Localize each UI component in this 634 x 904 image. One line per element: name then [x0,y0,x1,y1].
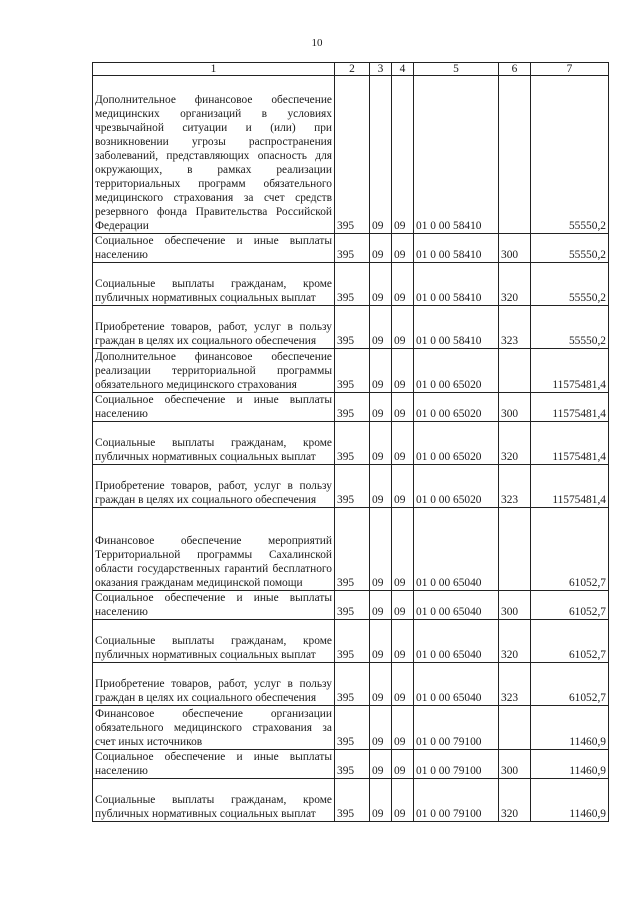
subsection-code-cell: 09 [392,663,414,706]
expense-type-cell: 300 [499,234,531,263]
target-article-cell: 01 0 00 65020 [414,349,499,393]
expense-type-cell: 320 [499,620,531,663]
row-name-cell: Социальное обеспечение и иные выплаты населению [93,234,335,263]
amount-cell: 11575481,4 [531,393,609,422]
amount-cell: 55550,2 [531,234,609,263]
expense-type-cell: 300 [499,393,531,422]
target-article-cell: 01 0 00 65040 [414,508,499,591]
column-header-expense-type: 6 [499,63,531,76]
row-name-cell: Социальное обеспечение и иные выплаты населению [93,750,335,779]
ministry-code-cell: 395 [335,393,370,422]
target-article-cell: 01 0 00 58410 [414,76,499,234]
ministry-code-cell: 395 [335,422,370,465]
budget-table [92,62,609,822]
column-header-target-article: 5 [414,63,499,76]
row-name-cell: Социальные выплаты гражданам, кроме публичных нормативных социальных выплат [93,779,335,822]
target-article-cell: 01 0 00 65020 [414,393,499,422]
column-header-subsection: 4 [392,63,414,76]
amount-cell: 11460,9 [531,706,609,750]
table-row [93,706,609,750]
amount-cell: 55550,2 [531,263,609,306]
expense-type-cell: 323 [499,465,531,508]
subsection-code-cell: 09 [392,306,414,349]
ministry-code-cell: 395 [335,306,370,349]
target-article-cell: 01 0 00 65040 [414,663,499,706]
expense-type-cell: 320 [499,263,531,306]
table-row [93,779,609,822]
amount-cell: 55550,2 [531,76,609,234]
table-row [93,263,609,306]
expense-type-cell: 320 [499,779,531,822]
subsection-code-cell: 09 [392,422,414,465]
table-row [93,76,609,234]
ministry-code-cell: 395 [335,76,370,234]
table-row [93,349,609,393]
ministry-code-cell: 395 [335,349,370,393]
section-code-cell: 09 [370,234,392,263]
amount-cell: 11575481,4 [531,349,609,393]
subsection-code-cell: 09 [392,234,414,263]
section-code-cell: 09 [370,263,392,306]
ministry-code-cell: 395 [335,234,370,263]
row-name-cell: Социальные выплаты гражданам, кроме публичных нормативных социальных выплат [93,263,335,306]
ministry-code-cell: 395 [335,779,370,822]
subsection-code-cell: 09 [392,76,414,234]
column-header-name: 1 [93,63,335,76]
subsection-code-cell: 09 [392,349,414,393]
subsection-code-cell: 09 [392,508,414,591]
table-row [93,422,609,465]
page-number: 10 [311,37,323,49]
section-code-cell: 09 [370,663,392,706]
row-name-cell: Социальное обеспечение и иные выплаты населению [93,393,335,422]
expense-type-cell [499,508,531,591]
target-article-cell: 01 0 00 58410 [414,306,499,349]
row-name-cell: Социальное обеспечение и иные выплаты населению [93,591,335,620]
section-code-cell: 09 [370,393,392,422]
target-article-cell: 01 0 00 79100 [414,706,499,750]
column-header-ministry: 2 [335,63,370,76]
table-row [93,465,609,508]
expense-type-cell: 300 [499,591,531,620]
table-row [93,591,609,620]
row-name-cell: Финансовое обеспечение организации обязательного медицинского страхования за счет иных источников [93,706,335,750]
subsection-code-cell: 09 [392,393,414,422]
column-header-amount: 7 [531,63,609,76]
expense-type-cell: 323 [499,663,531,706]
ministry-code-cell: 395 [335,620,370,663]
expense-type-cell [499,706,531,750]
expense-type-cell [499,349,531,393]
ministry-code-cell: 395 [335,508,370,591]
subsection-code-cell: 09 [392,620,414,663]
amount-cell: 11575481,4 [531,422,609,465]
row-name-cell: Социальные выплаты гражданам, кроме публичных нормативных социальных выплат [93,422,335,465]
section-code-cell: 09 [370,779,392,822]
section-code-cell: 09 [370,306,392,349]
amount-cell: 11460,9 [531,779,609,822]
amount-cell: 11460,9 [531,750,609,779]
target-article-cell: 01 0 00 65020 [414,422,499,465]
target-article-cell: 01 0 00 58410 [414,263,499,306]
section-code-cell: 09 [370,76,392,234]
section-code-cell: 09 [370,422,392,465]
target-article-cell: 01 0 00 79100 [414,750,499,779]
target-article-cell: 01 0 00 65040 [414,591,499,620]
ministry-code-cell: 395 [335,591,370,620]
subsection-code-cell: 09 [392,263,414,306]
amount-cell: 61052,7 [531,591,609,620]
column-header-section: 3 [370,63,392,76]
expense-type-cell: 323 [499,306,531,349]
section-code-cell: 09 [370,750,392,779]
row-name-cell: Социальные выплаты гражданам, кроме публичных нормативных социальных выплат [93,620,335,663]
row-name-cell: Приобретение товаров, работ, услуг в пользу граждан в целях их социального обеспечения [93,465,335,508]
target-article-cell: 01 0 00 58410 [414,234,499,263]
ministry-code-cell: 395 [335,750,370,779]
section-code-cell: 09 [370,706,392,750]
ministry-code-cell: 395 [335,663,370,706]
expense-type-cell: 320 [499,422,531,465]
expense-type-cell: 300 [499,750,531,779]
amount-cell: 61052,7 [531,508,609,591]
section-code-cell: 09 [370,620,392,663]
table-row [93,663,609,706]
row-name-cell: Приобретение товаров, работ, услуг в пользу граждан в целях их социального обеспечения [93,306,335,349]
table-header-row [93,63,609,76]
amount-cell: 55550,2 [531,306,609,349]
table-row [93,508,609,591]
table-row [93,234,609,263]
section-code-cell: 09 [370,591,392,620]
row-name-cell: Дополнительное финансовое обеспечение медицинских организаций в условиях чрезвычайной ситуации и (или) при возникновении угрозы распространения заболеваний, представляющих опасность для окружающих, в рамках реализации территориальных программ обязательного медицинского страхования за счет средств резервного фонда Правительства Российской Федерации [93,76,335,234]
row-name-cell: Финансовое обеспечение мероприятий Территориальной программы Сахалинской области государственных гарантий бесплатного оказания гражданам медицинской помощи [93,508,335,591]
ministry-code-cell: 395 [335,706,370,750]
subsection-code-cell: 09 [392,591,414,620]
table-body [93,76,609,822]
subsection-code-cell: 09 [392,779,414,822]
target-article-cell: 01 0 00 79100 [414,779,499,822]
target-article-cell: 01 0 00 65040 [414,620,499,663]
subsection-code-cell: 09 [392,465,414,508]
subsection-code-cell: 09 [392,750,414,779]
row-name-cell: Дополнительное финансовое обеспечение реализации территориальной программы обязательного медицинского страхования [93,349,335,393]
amount-cell: 61052,7 [531,620,609,663]
section-code-cell: 09 [370,349,392,393]
ministry-code-cell: 395 [335,263,370,306]
section-code-cell: 09 [370,508,392,591]
amount-cell: 61052,7 [531,663,609,706]
subsection-code-cell: 09 [392,706,414,750]
expense-type-cell [499,76,531,234]
row-name-cell: Приобретение товаров, работ, услуг в пользу граждан в целях их социального обеспечения [93,663,335,706]
section-code-cell: 09 [370,465,392,508]
table-row [93,750,609,779]
table-row [93,393,609,422]
table-row [93,306,609,349]
target-article-cell: 01 0 00 65020 [414,465,499,508]
table-row [93,620,609,663]
ministry-code-cell: 395 [335,465,370,508]
amount-cell: 11575481,4 [531,465,609,508]
